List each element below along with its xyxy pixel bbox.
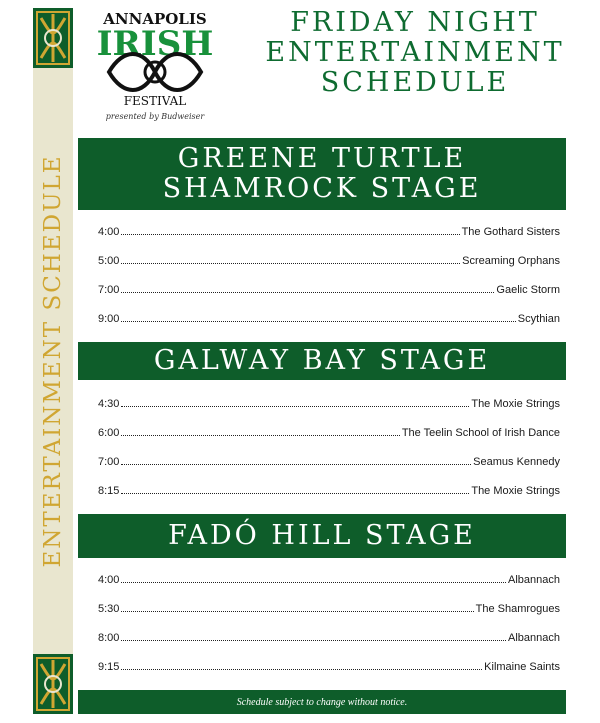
stage-name-line-2: SHAMROCK STAGE [162, 173, 482, 204]
row-act: Scythian [517, 313, 560, 325]
row-act: The Teelin School of Irish Dance [401, 427, 560, 439]
row-time: 6:00 [98, 427, 120, 439]
row-time: 8:00 [98, 632, 120, 644]
stage-name: GALWAY BAY STAGE [153, 345, 491, 376]
stage-name-line-1: GREENE TURTLE [177, 143, 467, 174]
logo-sponsor-text: presented by Budweiser [105, 112, 205, 121]
row-time: 9:00 [98, 313, 120, 325]
row-time: 7:00 [98, 456, 120, 468]
row-act: Albannach [508, 574, 560, 586]
sidebar-title: ENTERTAINMENT SCHEDULE [40, 154, 66, 568]
schedule-row [98, 427, 560, 443]
logo-sub-text: FESTIVAL [123, 94, 187, 108]
row-act: The Shamrogues [475, 603, 560, 615]
row-time: 9:15 [98, 661, 120, 673]
schedule-row [98, 313, 560, 329]
dot-leader [121, 574, 506, 583]
footer-notice-text: Schedule subject to change without notice. [236, 696, 408, 708]
row-act: Albannach [508, 632, 560, 644]
celtic-knot-logo-icon [103, 48, 207, 96]
schedule-row [98, 603, 560, 619]
title-line-1: FRIDAY NIGHT [290, 7, 540, 38]
row-act: Seamus Kennedy [473, 456, 560, 468]
row-time: 7:00 [98, 284, 120, 296]
schedule-row [98, 398, 560, 414]
stage-header-galway [78, 342, 566, 380]
row-time: 4:30 [98, 398, 120, 410]
title-line-2: ENTERTAINMENT [265, 37, 565, 68]
stage-header-fado-hill [78, 514, 566, 558]
stage-header-shamrock [78, 138, 566, 210]
row-act: The Moxie Strings [471, 398, 560, 410]
dot-leader [121, 485, 469, 494]
dot-leader [121, 632, 506, 641]
dot-leader [121, 427, 399, 436]
row-time: 4:00 [98, 574, 120, 586]
row-act: The Moxie Strings [471, 485, 560, 497]
festival-logo [85, 8, 225, 126]
dot-leader [121, 313, 515, 322]
dot-leader [121, 398, 469, 407]
celtic-knot-bottom-icon [33, 654, 73, 714]
dot-leader [121, 284, 494, 293]
celtic-knot-top-icon [33, 8, 73, 68]
logo-main-text: IRISH [96, 24, 214, 64]
dot-leader [121, 226, 459, 235]
side-banner [33, 8, 73, 714]
schedule-row [98, 226, 560, 242]
schedule-row [98, 456, 560, 472]
schedule-row [98, 574, 560, 590]
row-act: Screaming Orphans [462, 255, 560, 267]
logo-top-text: ANNAPOLIS [103, 10, 207, 28]
footer-notice [78, 690, 566, 714]
stage-name: FADÓ HILL STAGE [168, 520, 476, 551]
row-time: 4:00 [98, 226, 120, 238]
dot-leader [121, 456, 471, 465]
schedule-row [98, 255, 560, 271]
schedule-row [98, 632, 560, 648]
row-time: 5:30 [98, 603, 120, 615]
schedule-row [98, 485, 560, 501]
dot-leader [121, 255, 460, 264]
dot-leader [121, 661, 482, 670]
row-act: Gaelic Storm [496, 284, 560, 296]
page-title [245, 8, 585, 98]
title-line-3: SCHEDULE [320, 67, 510, 98]
dot-leader [121, 603, 473, 612]
schedule-row [98, 284, 560, 300]
row-time: 5:00 [98, 255, 120, 267]
schedule-row [98, 661, 560, 677]
row-act: The Gothard Sisters [461, 226, 560, 238]
row-act: Kilmaine Saints [484, 661, 560, 673]
row-time: 8:15 [98, 485, 120, 497]
